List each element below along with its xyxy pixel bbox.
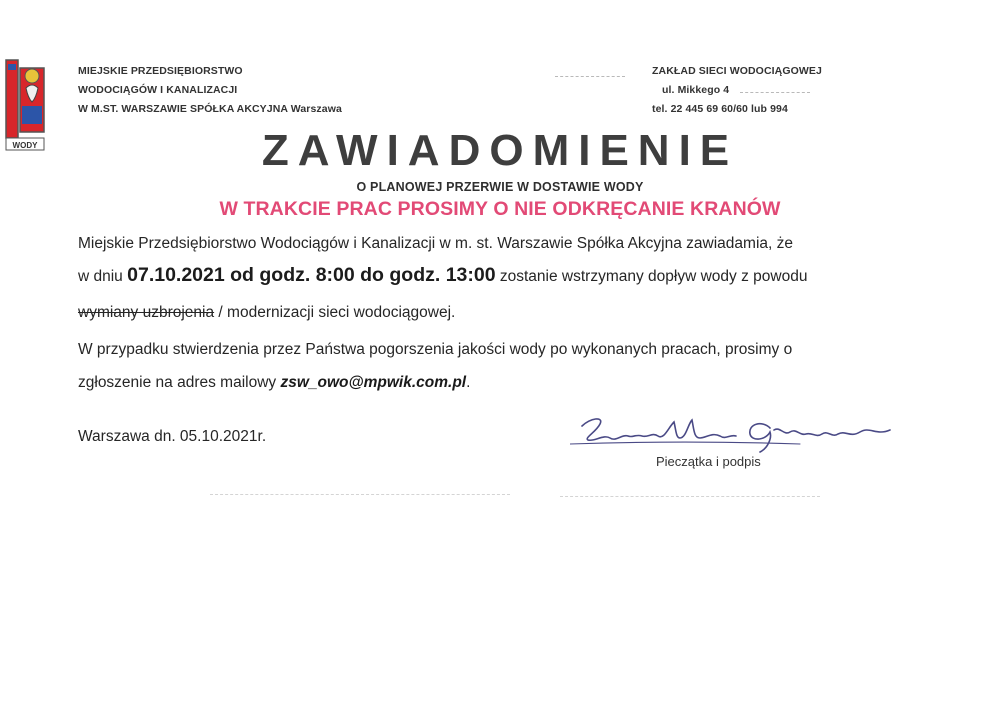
date-suffix: zostanie wstrzymany dopływ wody z powodu xyxy=(495,268,808,285)
scan-mark xyxy=(560,496,820,497)
department-name: ZAKŁAD SIECI WODOCIĄGOWEJ xyxy=(652,65,822,77)
company-name-line-1: MIEJSKIE PRZEDSIĘBIORSTWO xyxy=(78,65,243,77)
place-date: Warszawa dn. 05.10.2021r. xyxy=(78,428,267,445)
struck-text: wymiany uzbrojenia xyxy=(78,304,215,321)
date-prefix: w dniu xyxy=(78,268,128,285)
company-name-line-3: W M.ST. WARSZAWIE SPÓŁKA AKCYJNA Warszawa xyxy=(78,103,342,115)
warning-text: W TRAKCIE PRAC PROSIMY O NIE ODKRĘCANIE KRANÓW xyxy=(219,198,781,220)
notice-subtitle: O PLANOWEJ PRZERWIE W DOSTAWIE WODY xyxy=(356,180,644,194)
body-line-4: W przypadku stwierdzenia przez Państwa pogorszenia jakości wody po wykonanych pracach, prosimy o xyxy=(78,341,793,358)
scan-mark xyxy=(740,92,810,93)
email-suffix: . xyxy=(466,374,471,391)
body-line-5 xyxy=(78,374,998,392)
company-header xyxy=(78,62,438,119)
reason-text: / modernizacji sieci wodociągowej. xyxy=(214,304,456,321)
page-title: ZAWIADOMIENIE xyxy=(261,126,739,175)
stamp-label: Pieczątka i podpis xyxy=(656,454,761,469)
department-address: ul. Mikkego 4 xyxy=(662,84,730,96)
logo-text: WODY xyxy=(12,141,38,150)
company-name-line-2: WODOCIĄGÓW I KANALIZACJI xyxy=(78,84,238,96)
signature-image xyxy=(570,408,910,458)
scan-mark xyxy=(210,494,510,495)
scan-mark xyxy=(555,76,625,77)
department-header xyxy=(652,62,972,119)
body-line-2 xyxy=(78,264,998,287)
email-prefix: zgłoszenie na adres mailowy xyxy=(78,374,281,391)
outage-date-time: 07.10.2021 od godz. 8:00 do godz. 13:00 xyxy=(127,264,496,286)
contact-email-link[interactable]: zsw_owo@mpwik.com.pl xyxy=(280,374,467,391)
body-line-1: Miejskie Przedsiębiorstwo Wodociągów i Kanalizacji w m. st. Warszawie Spółka Akcyjna zawiadamia, że xyxy=(78,235,793,252)
department-phone: tel. 22 445 69 60/60 lub 994 xyxy=(652,103,788,115)
body-line-3 xyxy=(78,304,998,322)
